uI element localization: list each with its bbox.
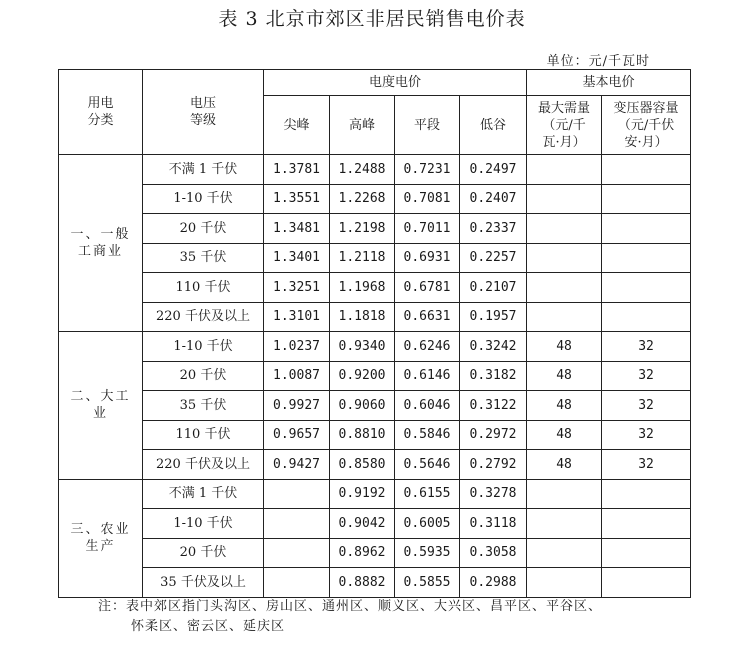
voltage-cell: 35 千伏及以上 bbox=[143, 568, 264, 598]
valley-cell: 0.3122 bbox=[460, 391, 527, 421]
high-cell: 0.9042 bbox=[330, 509, 395, 539]
high-cell: 0.9192 bbox=[330, 479, 395, 509]
max-demand-cell bbox=[527, 302, 602, 332]
valley-cell: 0.3058 bbox=[460, 538, 527, 568]
max-demand-cell bbox=[527, 568, 602, 598]
category-cell: 三、农业 生产 bbox=[59, 479, 143, 597]
table-row bbox=[59, 450, 691, 480]
valley-cell: 0.2972 bbox=[460, 420, 527, 450]
peak-cell bbox=[264, 568, 330, 598]
table-row bbox=[59, 568, 691, 598]
voltage-cell: 20 千伏 bbox=[143, 538, 264, 568]
flat-cell: 0.5646 bbox=[395, 450, 460, 480]
table-header bbox=[59, 70, 691, 155]
header-flat: 平段 bbox=[395, 96, 460, 155]
peak-cell bbox=[264, 479, 330, 509]
max-demand-cell bbox=[527, 479, 602, 509]
flat-cell: 0.6005 bbox=[395, 509, 460, 539]
table-row bbox=[59, 509, 691, 539]
high-cell: 1.2198 bbox=[330, 214, 395, 244]
voltage-cell: 220 千伏及以上 bbox=[143, 450, 264, 480]
transformer-capacity-cell bbox=[602, 184, 691, 214]
max-demand-cell bbox=[527, 509, 602, 539]
transformer-capacity-cell bbox=[602, 214, 691, 244]
footnote-line-1: 注：表中郊区指门头沟区、房山区、通州区、顺义区、大兴区、昌平区、平谷区、 bbox=[98, 599, 603, 614]
header-voltage: 电压 等级 bbox=[143, 70, 264, 155]
peak-cell: 0.9927 bbox=[264, 391, 330, 421]
valley-cell: 0.3182 bbox=[460, 361, 527, 391]
flat-cell: 0.7231 bbox=[395, 155, 460, 185]
max-demand-cell bbox=[527, 273, 602, 303]
valley-cell: 0.2107 bbox=[460, 273, 527, 303]
flat-cell: 0.6155 bbox=[395, 479, 460, 509]
high-cell: 1.2268 bbox=[330, 184, 395, 214]
voltage-cell: 1-10 千伏 bbox=[143, 184, 264, 214]
peak-cell: 1.3101 bbox=[264, 302, 330, 332]
valley-cell: 0.1957 bbox=[460, 302, 527, 332]
peak-cell: 1.0237 bbox=[264, 332, 330, 362]
valley-cell: 0.2257 bbox=[460, 243, 527, 273]
transformer-capacity-cell: 32 bbox=[602, 420, 691, 450]
category-cell: 二、大工 业 bbox=[59, 332, 143, 480]
transformer-capacity-cell bbox=[602, 243, 691, 273]
peak-cell: 1.0087 bbox=[264, 361, 330, 391]
transformer-capacity-cell: 32 bbox=[602, 450, 691, 480]
table-row bbox=[59, 420, 691, 450]
transformer-capacity-cell: 32 bbox=[602, 361, 691, 391]
transformer-capacity-cell bbox=[602, 155, 691, 185]
table-body bbox=[59, 155, 691, 598]
flat-cell: 0.6146 bbox=[395, 361, 460, 391]
max-demand-cell: 48 bbox=[527, 450, 602, 480]
header-peak: 尖峰 bbox=[264, 96, 330, 155]
voltage-cell: 20 千伏 bbox=[143, 361, 264, 391]
valley-cell: 0.2407 bbox=[460, 184, 527, 214]
header-transformer-capacity: 变压器容量 （元/千伏 安·月） bbox=[602, 96, 691, 155]
category-cell: 一、一般 工商业 bbox=[59, 155, 143, 332]
peak-cell: 0.9657 bbox=[264, 420, 330, 450]
table-row bbox=[59, 479, 691, 509]
high-cell: 0.9060 bbox=[330, 391, 395, 421]
flat-cell: 0.5855 bbox=[395, 568, 460, 598]
flat-cell: 0.6046 bbox=[395, 391, 460, 421]
high-cell: 0.8810 bbox=[330, 420, 395, 450]
valley-cell: 0.2337 bbox=[460, 214, 527, 244]
header-category: 用电 分类 bbox=[59, 70, 143, 155]
transformer-capacity-cell bbox=[602, 509, 691, 539]
flat-cell: 0.7011 bbox=[395, 214, 460, 244]
high-cell: 0.8580 bbox=[330, 450, 395, 480]
peak-cell: 1.3401 bbox=[264, 243, 330, 273]
header-high: 高峰 bbox=[330, 96, 395, 155]
transformer-capacity-cell bbox=[602, 479, 691, 509]
peak-cell: 1.3481 bbox=[264, 214, 330, 244]
table-row bbox=[59, 155, 691, 185]
flat-cell: 0.5846 bbox=[395, 420, 460, 450]
voltage-cell: 不满 1 千伏 bbox=[143, 155, 264, 185]
table-row bbox=[59, 273, 691, 303]
peak-cell bbox=[264, 509, 330, 539]
table-row bbox=[59, 361, 691, 391]
max-demand-cell bbox=[527, 184, 602, 214]
high-cell: 0.9340 bbox=[330, 332, 395, 362]
flat-cell: 0.6781 bbox=[395, 273, 460, 303]
transformer-capacity-cell bbox=[602, 538, 691, 568]
high-cell: 0.9200 bbox=[330, 361, 395, 391]
max-demand-cell: 48 bbox=[527, 391, 602, 421]
high-cell: 1.1968 bbox=[330, 273, 395, 303]
table-row bbox=[59, 391, 691, 421]
max-demand-cell: 48 bbox=[527, 420, 602, 450]
high-cell: 0.8882 bbox=[330, 568, 395, 598]
voltage-cell: 1-10 千伏 bbox=[143, 332, 264, 362]
voltage-cell: 220 千伏及以上 bbox=[143, 302, 264, 332]
max-demand-cell bbox=[527, 243, 602, 273]
peak-cell: 1.3251 bbox=[264, 273, 330, 303]
max-demand-cell bbox=[527, 155, 602, 185]
voltage-cell: 20 千伏 bbox=[143, 214, 264, 244]
valley-cell: 0.2792 bbox=[460, 450, 527, 480]
max-demand-cell bbox=[527, 214, 602, 244]
high-cell: 1.2118 bbox=[330, 243, 395, 273]
flat-cell: 0.7081 bbox=[395, 184, 460, 214]
voltage-cell: 110 千伏 bbox=[143, 273, 264, 303]
voltage-cell: 1-10 千伏 bbox=[143, 509, 264, 539]
transformer-capacity-cell: 32 bbox=[602, 332, 691, 362]
max-demand-cell bbox=[527, 538, 602, 568]
transformer-capacity-cell bbox=[602, 302, 691, 332]
valley-cell: 0.2988 bbox=[460, 568, 527, 598]
header-energy-price: 电度电价 bbox=[264, 70, 527, 96]
footnote bbox=[98, 597, 602, 637]
footnote-line-2: 怀柔区、密云区、延庆区 bbox=[131, 619, 286, 634]
table-row bbox=[59, 538, 691, 568]
high-cell: 1.1818 bbox=[330, 302, 395, 332]
header-valley: 低谷 bbox=[460, 96, 527, 155]
voltage-cell: 35 千伏 bbox=[143, 391, 264, 421]
peak-cell: 0.9427 bbox=[264, 450, 330, 480]
table-row bbox=[59, 214, 691, 244]
voltage-cell: 35 千伏 bbox=[143, 243, 264, 273]
transformer-capacity-cell bbox=[602, 273, 691, 303]
flat-cell: 0.6246 bbox=[395, 332, 460, 362]
valley-cell: 0.3278 bbox=[460, 479, 527, 509]
header-max-demand: 最大需量 （元/千 瓦·月） bbox=[527, 96, 602, 155]
table-title: 表 3 北京市郊区非居民销售电价表 bbox=[218, 8, 526, 30]
table-row bbox=[59, 332, 691, 362]
peak-cell: 1.3551 bbox=[264, 184, 330, 214]
flat-cell: 0.6931 bbox=[395, 243, 460, 273]
peak-cell: 1.3781 bbox=[264, 155, 330, 185]
table-row bbox=[59, 184, 691, 214]
table-row bbox=[59, 302, 691, 332]
flat-cell: 0.5935 bbox=[395, 538, 460, 568]
high-cell: 0.8962 bbox=[330, 538, 395, 568]
voltage-cell: 110 千伏 bbox=[143, 420, 264, 450]
unit-label: 单位：元/千瓦时 bbox=[546, 54, 650, 69]
flat-cell: 0.6631 bbox=[395, 302, 460, 332]
voltage-cell: 不满 1 千伏 bbox=[143, 479, 264, 509]
peak-cell bbox=[264, 538, 330, 568]
valley-cell: 0.2497 bbox=[460, 155, 527, 185]
valley-cell: 0.3118 bbox=[460, 509, 527, 539]
table-row bbox=[59, 243, 691, 273]
high-cell: 1.2488 bbox=[330, 155, 395, 185]
max-demand-cell: 48 bbox=[527, 361, 602, 391]
transformer-capacity-cell: 32 bbox=[602, 391, 691, 421]
header-basic-price: 基本电价 bbox=[527, 70, 691, 96]
tariff-table bbox=[58, 69, 691, 598]
max-demand-cell: 48 bbox=[527, 332, 602, 362]
valley-cell: 0.3242 bbox=[460, 332, 527, 362]
transformer-capacity-cell bbox=[602, 568, 691, 598]
